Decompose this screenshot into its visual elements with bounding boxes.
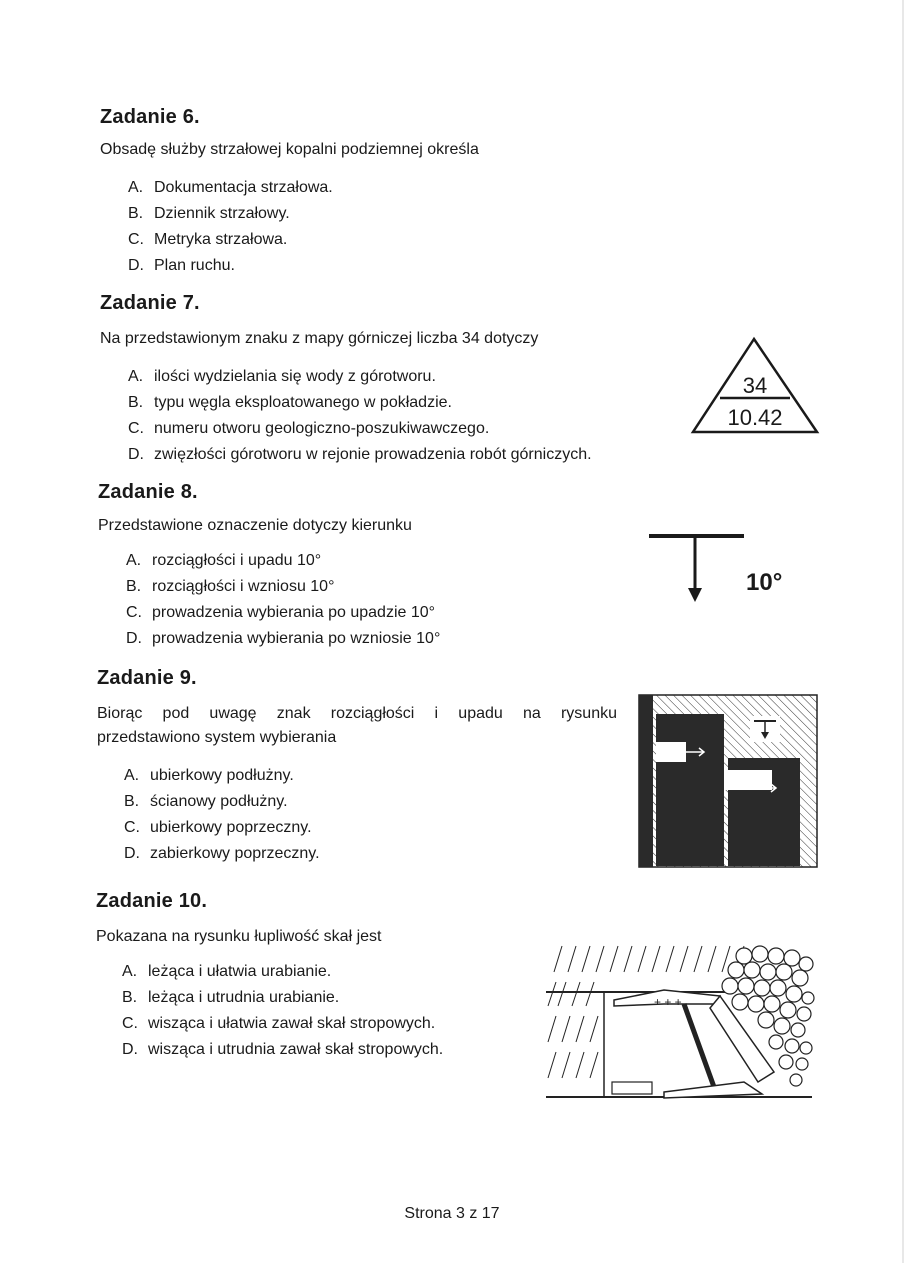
task-title: Zadanie 9. (97, 667, 197, 689)
option-b[interactable] (128, 390, 452, 416)
option-d[interactable] (128, 442, 592, 468)
option-text: Plan ruchu. (154, 257, 235, 274)
option-text: ubierkowy podłużny. (150, 767, 294, 784)
dip-arrow-head (688, 588, 702, 602)
option-text: rozciągłości i wzniosu 10° (152, 578, 335, 595)
option-b[interactable] (128, 201, 290, 227)
option-text: zabierkowy poprzeczny. (150, 845, 320, 862)
option-letter: C. (124, 819, 140, 836)
sign-top-number: 34 (742, 373, 768, 398)
sign-bottom-number: 10.42 (727, 405, 783, 430)
option-d[interactable] (122, 1037, 443, 1063)
option-letter: B. (128, 205, 144, 222)
option-d[interactable] (126, 626, 440, 652)
option-letter: B. (126, 578, 142, 595)
option-b[interactable] (122, 985, 339, 1011)
option-c[interactable] (124, 815, 312, 841)
option-text: prowadzenia wybierania po wzniosie 10° (152, 630, 441, 647)
task-stem: Na przedstawionym znaku z mapy górniczej liczba 34 dotyczy (100, 330, 539, 347)
option-letter: D. (126, 630, 142, 647)
option-a[interactable] (124, 763, 294, 789)
worked-area-upper (656, 714, 724, 866)
task-stem-line-1: Biorąc pod uwagę znak rozciągłości i upadu na rysunku (97, 705, 617, 722)
option-c[interactable] (128, 227, 287, 253)
option-letter: A. (126, 552, 142, 569)
option-text: ubierkowy poprzeczny. (150, 819, 312, 836)
option-text: numeru otworu geologiczno-poszukiwawczego. (154, 420, 490, 437)
option-text: rozciągłości i upadu 10° (152, 552, 322, 569)
option-a[interactable] (122, 959, 331, 985)
option-letter: C. (126, 604, 142, 621)
option-letter: D. (124, 845, 140, 862)
task-stem: Przedstawione oznaczenie dotyczy kierunku (98, 517, 412, 534)
option-text: Dokumentacja strzałowa. (154, 179, 333, 196)
option-b[interactable] (124, 789, 288, 815)
option-c[interactable] (126, 600, 435, 626)
longwall-cleavage-diagram (544, 942, 814, 1104)
option-text: zwięzłości górotworu w rejonie prowadzenia robót górniczych. (154, 446, 592, 463)
svg-text:+ + +: + + + (654, 995, 682, 1009)
option-d[interactable] (124, 841, 320, 867)
option-text: Metryka strzałowa. (154, 231, 288, 248)
option-letter: A. (128, 368, 144, 385)
task-title: Zadanie 8. (98, 481, 198, 503)
option-letter: B. (128, 394, 144, 411)
option-letter: C. (122, 1015, 138, 1032)
option-text: typu węgla eksploatowanego w pokładzie. (154, 394, 452, 411)
option-a[interactable] (126, 548, 321, 574)
task-title: Zadanie 10. (96, 890, 208, 912)
option-letter: B. (122, 989, 138, 1006)
dip-angle-label: 10° (746, 569, 783, 596)
conveyor (612, 1082, 652, 1094)
option-letter: D. (128, 257, 144, 274)
option-text: leżąca i utrudnia urabianie. (148, 989, 340, 1006)
option-letter: A. (128, 179, 144, 196)
option-a[interactable] (128, 364, 436, 390)
option-letter: D. (128, 446, 144, 463)
option-letter: B. (124, 793, 140, 810)
option-text: prowadzenia wybierania po upadzie 10° (152, 604, 436, 621)
strike-dip-symbol-figure (648, 532, 808, 602)
option-letter: A. (124, 767, 140, 784)
option-text: ścianowy podłużny. (150, 793, 288, 810)
mining-system-diagram (638, 694, 818, 868)
drift-slot-upper (656, 742, 686, 762)
task-stem-line-2: przedstawiono system wybierania (97, 729, 337, 746)
option-c[interactable] (122, 1011, 435, 1037)
option-text: wisząca i ułatwia zawał skał stropowych. (148, 1015, 436, 1032)
option-text: Dziennik strzałowy. (154, 205, 290, 222)
option-text: wisząca i utrudnia zawał skał stropowych. (148, 1041, 444, 1058)
option-c[interactable] (128, 416, 489, 442)
task-title: Zadanie 6. (100, 106, 200, 128)
option-d[interactable] (128, 253, 235, 279)
task-title: Zadanie 7. (100, 292, 200, 314)
option-text: leżąca i ułatwia urabianie. (148, 963, 332, 980)
option-letter: C. (128, 231, 144, 248)
option-letter: C. (128, 420, 144, 437)
option-letter: A. (122, 963, 138, 980)
main-heading (639, 695, 653, 867)
page-number: Strona 3 z 17 (404, 1205, 500, 1222)
option-b[interactable] (126, 574, 334, 600)
option-letter: D. (122, 1041, 138, 1058)
drift-slot-lower (724, 770, 772, 790)
task-stem: Pokazana na rysunku łupliwość skał jest (96, 928, 382, 945)
map-sign-triangle-figure (690, 336, 820, 434)
option-a[interactable] (128, 175, 333, 201)
option-text: ilości wydzielania się wody z górotworu. (154, 368, 436, 385)
task-stem: Obsadę służby strzałowej kopalni podziemnej określa (100, 141, 479, 158)
